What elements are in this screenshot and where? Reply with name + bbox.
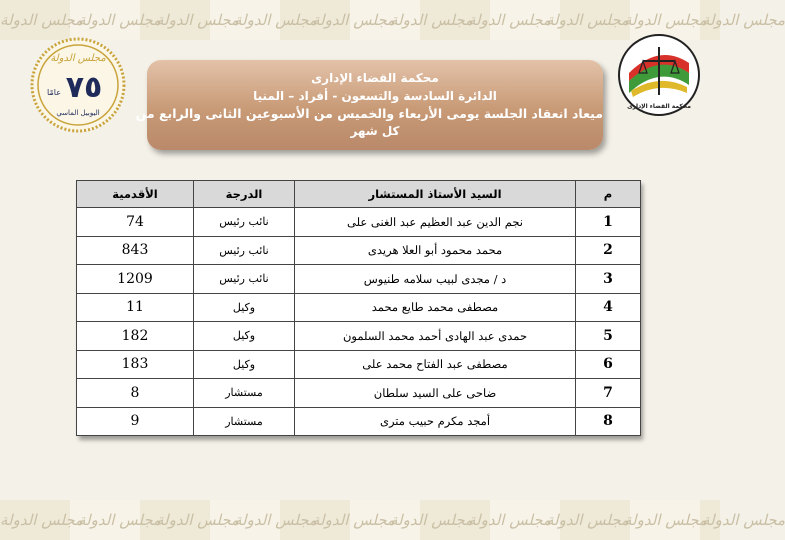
counselors-table [76,180,641,436]
watermark-text: مجلس الدولة [624,511,708,529]
counselors-table-container [76,180,640,436]
row-name: مصطفى محمد طايع محمد [295,293,576,322]
watermark-text: مجلس الدولة [546,511,630,529]
row-name: ضاحى على السيد سلطان [295,379,576,408]
row-rank: نائب رئيس [194,265,295,294]
watermark-text: مجلس الدولة [78,511,162,529]
row-name: حمدى عبد الهادى أحمد محمد السلمون [295,322,576,351]
session-schedule: ميعاد انعقاد الجلسة يومى الأربعاء والخميس من الأسبوعين الثانى والرابع من [135,106,603,121]
header-index: م [576,181,641,208]
court-name: محكمة القضاء الإدارى [311,71,439,85]
bottom-watermark-band [0,500,785,540]
row-seniority: 9 [77,407,194,436]
row-seniority: 74 [77,208,194,237]
watermark-text: مجلس الدولة [312,511,396,529]
row-seniority: 8 [77,379,194,408]
row-rank: وكيل [194,350,295,379]
anniversary-top-text: مجلس الدولة [50,53,106,64]
watermark-text: مجلس الدولة [78,11,162,29]
table-row [77,293,641,322]
table-row [77,379,641,408]
row-rank: مستشار [194,407,295,436]
watermark-text: مجلس الدولة [312,11,396,29]
court-logo [617,33,701,117]
watermark-text: مجلس الدولة [156,11,240,29]
row-seniority: 1209 [77,265,194,294]
court-logo-caption: محكمة القضاء الإدارى [627,103,691,110]
court-header-banner [135,60,603,150]
anniversary-unit: عامًا [47,88,61,97]
watermark-text: مجلس الدولة [234,11,318,29]
row-name: مصطفى عبد الفتاح محمد على [295,350,576,379]
row-rank: وكيل [194,293,295,322]
watermark-text: مجلس الدولة [156,511,240,529]
row-rank: وكيل [194,322,295,351]
top-watermark-band [0,0,785,40]
table-row [77,265,641,294]
row-name: د / مجدى لبيب سلامه طنيوس [295,265,576,294]
watermark-text: مجلس الدولة [390,511,474,529]
row-index: 1 [576,208,641,237]
watermark-text: مجلس الدولة [468,11,552,29]
row-index: 6 [576,350,641,379]
watermark-text: مجلس الدولة [234,511,318,529]
row-index: 4 [576,293,641,322]
watermark-text: مجلس الدولة [702,511,785,529]
header-name: السيد الأستاذ المستشار [295,181,576,208]
row-name: أمجد مكرم حبيب مترى [295,407,576,436]
row-seniority: 843 [77,236,194,265]
anniversary-75-logo [28,35,128,135]
table-header-row [77,181,641,208]
row-rank: نائب رئيس [194,236,295,265]
row-name: محمد محمود أبو العلا هريدى [295,236,576,265]
table-row [77,236,641,265]
header-seniority: الأقدمية [77,181,194,208]
row-index: 3 [576,265,641,294]
watermark-text: مجلس الدولة [546,11,630,29]
table-row [77,350,641,379]
row-seniority: 11 [77,293,194,322]
row-seniority: 182 [77,322,194,351]
table-row [77,407,641,436]
row-index: 2 [576,236,641,265]
row-rank: نائب رئيس [194,208,295,237]
watermark-text: مجلس الدولة [390,11,474,29]
watermark-text: مجلس الدولة [0,11,84,29]
table-row [77,208,641,237]
row-index: 5 [576,322,641,351]
anniversary-bottom-text: اليوبيل الماسي [56,109,100,117]
anniversary-number: ٧٥ [65,70,103,105]
circuit-name: الدائرة السادسة والتسعون - أفراد – المنيا [253,89,497,103]
watermark-text: مجلس الدولة [468,511,552,529]
row-index: 7 [576,379,641,408]
header-rank: الدرجة [194,181,295,208]
watermark-text: مجلس الدولة [702,11,785,29]
watermark-text: مجلس الدولة [0,511,84,529]
row-rank: مستشار [194,379,295,408]
session-schedule-continued: كل شهر [350,124,400,138]
row-name: نجم الدين عبد العظيم عبد الغنى على [295,208,576,237]
table-row [77,322,641,351]
row-index: 8 [576,407,641,436]
row-seniority: 183 [77,350,194,379]
watermark-text: مجلس الدولة [624,11,708,29]
